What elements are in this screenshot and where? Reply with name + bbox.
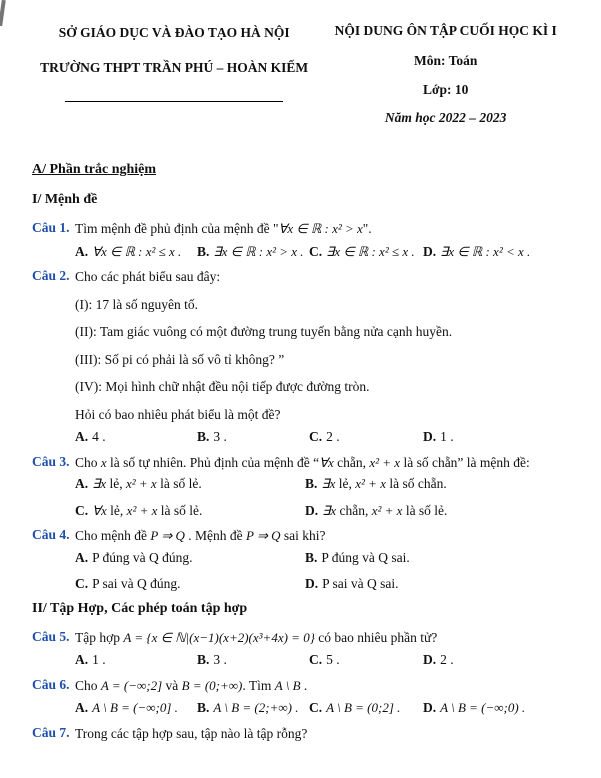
section-heading: II/ Tập Hợp, Các phép toán tập hợp xyxy=(32,600,248,616)
text-run: Cho mệnh đề xyxy=(75,528,151,543)
math-text: ∀x ∈ ℝ : x² > x xyxy=(278,221,363,236)
option-letter: C. xyxy=(75,576,89,591)
text-run: và xyxy=(162,677,182,693)
option-letter: C. xyxy=(309,652,323,667)
question-label: Câu 5. xyxy=(32,628,70,644)
math-text: x xyxy=(100,454,107,470)
option-item xyxy=(309,428,423,446)
option-letter: B. xyxy=(305,549,318,565)
option-letter: B. xyxy=(197,243,210,259)
math-text: ∀x xyxy=(319,454,334,470)
option-item xyxy=(309,243,423,261)
text-run: là số lẻ. xyxy=(402,502,448,518)
math-text: ∃x ∈ ℝ : x² < x . xyxy=(440,243,531,259)
math-text: x² + x xyxy=(371,502,403,518)
document-title: NỘI DUNG ÔN TẬP CUỐI HỌC KÌ I xyxy=(334,23,557,38)
option-letter: D. xyxy=(423,700,437,715)
text-run: lẻ, xyxy=(106,502,127,518)
department-name: SỞ GIÁO DỤC VÀ ĐÀO TẠO HÀ NỘI xyxy=(58,25,290,40)
option-letter: A. xyxy=(75,429,89,444)
math-text: ∃x xyxy=(92,476,107,491)
text-run: P sai và Q sai. xyxy=(322,576,399,591)
option-item xyxy=(309,699,423,717)
option-item xyxy=(423,651,575,669)
question-label: Câu 1. xyxy=(32,220,70,235)
option-letter: A. xyxy=(75,476,89,491)
text-run: 3 . xyxy=(213,652,227,667)
option-letter: A. xyxy=(75,700,89,715)
math-text: ∃x ∈ ℝ : x² > x . xyxy=(213,243,304,259)
math-text: A \ B xyxy=(274,677,301,693)
text-run: sai khi? xyxy=(280,528,326,543)
question-body xyxy=(75,527,575,593)
question-text xyxy=(75,677,575,695)
question-label: Câu 2. xyxy=(32,268,70,283)
options-row xyxy=(75,243,575,261)
math-text: x² + x xyxy=(125,476,157,491)
option-letter: A. xyxy=(75,549,89,565)
statement-line: Hỏi có bao nhiêu phát biểu là một đề? xyxy=(75,406,281,422)
option-item xyxy=(305,475,575,493)
option-letter: B. xyxy=(197,652,210,667)
math-text: x² + x xyxy=(126,502,158,518)
title-block xyxy=(316,20,575,126)
question-body xyxy=(75,629,575,669)
text-run: chẵn, xyxy=(333,454,370,470)
math-text: ∃x xyxy=(322,502,337,518)
section-heading: I/ Mệnh đề xyxy=(32,192,98,207)
text-run: 3 . xyxy=(213,429,227,444)
option-item xyxy=(423,243,575,261)
math-text: A \ B = (0;2] . xyxy=(326,700,401,715)
math-text: ∃x ∈ ℝ : x² ≤ x . xyxy=(326,243,415,259)
grade-line: Lớp: 10 xyxy=(422,82,469,97)
math-text: P ⇒ Q xyxy=(150,528,185,543)
option-item xyxy=(197,243,309,261)
text-run: 2 . xyxy=(326,429,340,444)
math-text: x² + x xyxy=(369,454,401,470)
text-run: có bao nhiêu phần tử? xyxy=(314,629,438,645)
options-row xyxy=(75,651,575,669)
option-letter: B. xyxy=(305,476,318,491)
option-letter: C. xyxy=(309,243,323,259)
option-item xyxy=(75,549,305,567)
text-run: 5 . xyxy=(326,652,340,667)
question-text xyxy=(75,527,575,545)
option-letter: B. xyxy=(197,700,210,715)
option-item xyxy=(197,651,309,669)
option-item xyxy=(75,651,197,669)
math-text: P ⇒ Q xyxy=(246,528,281,543)
options-row xyxy=(75,475,575,519)
option-item xyxy=(305,575,575,593)
question-text xyxy=(75,220,575,238)
text-run: lẻ, xyxy=(335,476,356,491)
option-letter: A. xyxy=(75,652,89,667)
question-label: Câu 6. xyxy=(32,676,70,692)
statement-line: (I): 17 là số nguyên tố. xyxy=(75,296,198,312)
option-item xyxy=(197,428,309,446)
question-body xyxy=(75,725,575,743)
question-block xyxy=(32,220,575,260)
option-item xyxy=(423,428,575,446)
option-item xyxy=(75,243,197,261)
question-block xyxy=(32,268,575,446)
question-text xyxy=(75,268,575,286)
text-run: . Tìm xyxy=(242,677,275,693)
text-run: là số chẵn. xyxy=(385,476,447,491)
option-item xyxy=(305,549,575,567)
question-block xyxy=(32,677,575,717)
text-run: Cho xyxy=(75,454,101,470)
question-body xyxy=(75,454,575,520)
question-block xyxy=(32,527,575,593)
text-run: chẵn, xyxy=(336,502,372,518)
option-letter: C. xyxy=(309,429,323,444)
options-row xyxy=(75,699,575,717)
text-run: . xyxy=(300,677,308,693)
school-name: TRƯỜNG THPT TRẦN PHÚ – HOÀN KIẾM xyxy=(40,60,309,75)
text-run: P đúng và Q sai. xyxy=(321,549,410,565)
statement-line: (IV): Mọi hình chữ nhật đều nội tiếp được đường tròn. xyxy=(75,379,370,394)
question-body xyxy=(75,220,575,260)
text-run: 1 . xyxy=(440,429,454,444)
question-text xyxy=(75,725,575,743)
option-letter: D. xyxy=(305,502,319,518)
option-item xyxy=(75,575,305,593)
option-letter: D. xyxy=(423,243,437,259)
question-block xyxy=(32,725,575,743)
math-text: B = (0;+∞) xyxy=(181,677,243,693)
question-label: Câu 7. xyxy=(32,724,70,740)
text-run: 1 . xyxy=(92,652,106,667)
text-run: Cho các phát biểu sau đây: xyxy=(75,269,221,284)
option-letter: D. xyxy=(423,429,437,444)
option-letter: D. xyxy=(305,576,319,591)
statement-line: (II): Tam giác vuông có một đường trung tuyến bằng nửa cạnh huyền. xyxy=(75,324,453,339)
option-letter: D. xyxy=(423,652,437,667)
scan-artifact xyxy=(0,0,6,26)
text-run: là số chẵn” là mệnh đề: xyxy=(400,454,530,470)
option-item xyxy=(75,699,197,717)
text-run: 4 . xyxy=(92,429,106,444)
text-run: Tập hợp xyxy=(75,629,124,645)
text-run: P sai và Q đúng. xyxy=(92,576,181,591)
text-run: Trong các tập hợp sau, tập nào là tập rỗng? xyxy=(75,725,308,741)
section-heading: A/ Phần trắc nghiệm xyxy=(32,162,157,177)
text-run: là số tự nhiên. Phủ định của mệnh đề “ xyxy=(106,454,320,470)
statement-line: (III): Số pi có phải là số vô tỉ không? ” xyxy=(75,351,285,367)
option-item xyxy=(309,651,423,669)
option-letter: B. xyxy=(197,429,210,444)
text-run: P đúng và Q đúng. xyxy=(92,549,193,565)
question-text xyxy=(75,629,575,647)
option-item xyxy=(423,699,575,717)
question-label: Câu 3. xyxy=(32,453,70,469)
text-run: ". xyxy=(362,221,372,236)
options-row xyxy=(75,549,575,593)
option-item xyxy=(75,475,305,493)
text-run: Tìm mệnh đề phủ định của mệnh đề " xyxy=(75,221,279,236)
math-text: ∀x xyxy=(92,502,107,518)
question-label: Câu 4. xyxy=(32,527,70,542)
math-text: ∃x xyxy=(321,476,336,491)
options-row xyxy=(75,428,575,446)
math-text: A \ B = (−∞;0) . xyxy=(440,700,526,715)
math-text: A = (−∞;2] xyxy=(100,677,163,693)
question-block xyxy=(32,629,575,669)
text-run: lẻ, xyxy=(106,476,126,491)
school-block xyxy=(32,20,316,102)
math-text: A \ B = (−∞;0] . xyxy=(92,700,178,715)
question-body xyxy=(75,677,575,717)
text-run: . Mệnh đề xyxy=(184,528,246,543)
document-flow xyxy=(32,162,575,742)
math-text: A \ B = (2;+∞) . xyxy=(213,700,299,715)
question-body xyxy=(75,268,575,446)
option-item xyxy=(75,502,305,520)
signature-line xyxy=(65,101,283,102)
school-year-line: Năm học 2022 – 2023 xyxy=(384,110,507,125)
text-run: Cho xyxy=(75,677,101,693)
text-run: 2 . xyxy=(440,652,454,667)
question-text xyxy=(75,454,575,472)
option-letter: C. xyxy=(75,502,89,518)
option-item xyxy=(305,502,575,520)
question-block xyxy=(32,454,575,520)
option-letter: C. xyxy=(309,700,323,715)
subject-line: Môn: Toán xyxy=(413,53,478,68)
option-letter: A. xyxy=(75,243,89,259)
text-run: là số lẻ. xyxy=(156,476,202,491)
math-text: A = {x ∈ ℕ|(x−1)(x+2)(x³+4x) = 0} xyxy=(123,629,315,645)
option-item xyxy=(75,428,197,446)
math-text: x² + x xyxy=(355,476,386,491)
math-text: ∀x ∈ ℝ : x² ≤ x . xyxy=(92,243,182,259)
document-header xyxy=(32,20,575,126)
text-run: là số lẻ. xyxy=(157,502,203,518)
option-item xyxy=(197,699,309,717)
